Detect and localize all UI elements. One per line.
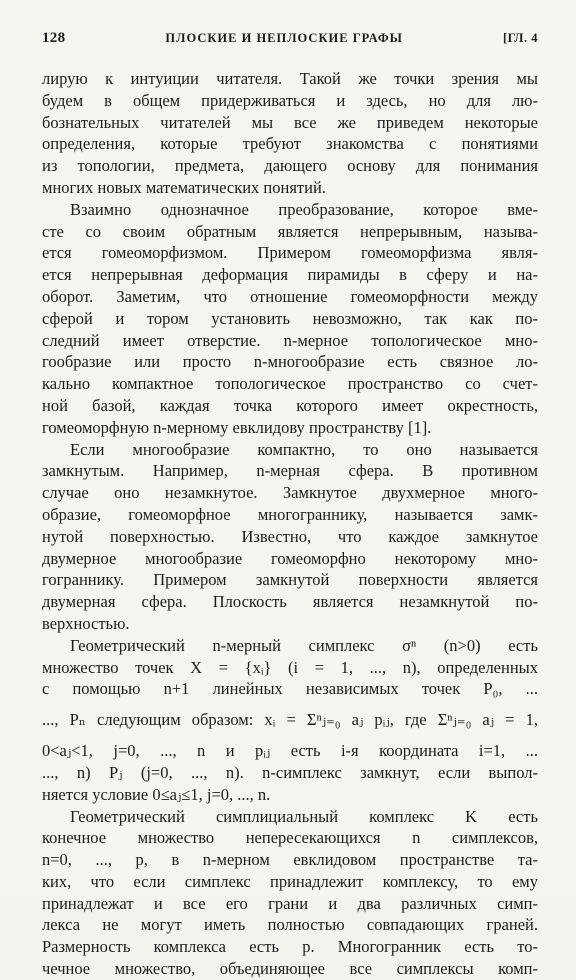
text-line: двумерная сфера. Плоскость является незамкнутой по- <box>42 592 538 612</box>
text-line: будем в общем придерживаться и здесь, но для лю- <box>42 90 538 110</box>
text-line: из топологии, предмета, дающего основу для понимания <box>42 156 538 176</box>
text-line: ной базой, каждая точка которого имеет окрестность, <box>42 395 538 415</box>
text-line: бознательных читателей мы все же приведем некоторые <box>42 112 538 132</box>
text-line: определения, которые требуют знакомства с понятиями <box>42 134 538 154</box>
text-line: гообразие или просто n-многообразие есть связное ло- <box>42 352 538 372</box>
text-line: лирую к интуиции читателя. Такой же точки зрения мы <box>42 69 538 88</box>
text-line: сферой и тором установить невозможно, так как по- <box>42 308 538 328</box>
text-line: верхностью. <box>42 613 130 633</box>
text-line: 0<aⱼ<1, j=0, ..., n и pᵢⱼ есть i-я координата i=1, ... <box>42 741 538 761</box>
text-line: гограннику. Примером замкнутой поверхности является <box>42 570 538 590</box>
text-line: оборот. Заметим, что отношение гомеоморфности между <box>42 286 538 306</box>
text-line: ется непрерывная деформация пирамиды в сферу и на- <box>42 265 538 285</box>
text-line: няется условие 0≤aⱼ≤1, j=0, ..., n. <box>42 784 271 804</box>
text-line: чечное множество, объединяющее все симплексы комп- <box>42 959 538 979</box>
text-line: ких, что если симплекс принадлежит комплексу, то ему <box>42 871 538 891</box>
text-line: ется гомеоморфизмом. Примером гомеоморфизма явля- <box>42 243 538 263</box>
text-line: случае оно незамкнутое. Замкнутое двухмерное много- <box>42 483 538 503</box>
text-line: конечное множество непересекающихся n симплексов, <box>42 828 538 848</box>
text-line: принадлежат и все его грани и два различных симп- <box>42 893 538 913</box>
text-line: образие, гомеоморфное многограннику, называется замк- <box>42 504 538 524</box>
text-line: нутой поверхностью. Известно, что каждое замкнутое <box>42 526 538 546</box>
text-line: Взаимно однозначное преобразование, которое вме- <box>70 199 538 219</box>
text-line: Размерность комплекса есть p. Многогранник есть то- <box>42 937 538 957</box>
text-line: с помощью n+1 линейных независимых точек P₀, ... <box>42 679 538 699</box>
text-line: лекса не могут иметь полностью совпадающих граней. <box>42 915 538 935</box>
text-line: Геометрический n-мерный симплекс σⁿ (n>0) есть <box>70 635 538 655</box>
text-line: n=0, ..., p, в n-мерном евклидовом пространстве та- <box>42 850 538 870</box>
text-line: кально компактное топологическое пространство со счет- <box>42 374 538 394</box>
text-line: Если многообразие компактно, то оно называется <box>70 439 538 459</box>
page-header <box>42 30 538 52</box>
text-line: двумерное многообразие гомеоморфно некоторому мно- <box>42 548 538 568</box>
body-text <box>42 68 538 980</box>
page-number: 128 <box>42 30 66 46</box>
formula-line: ..., Pₙ следующим образом: xᵢ = Σⁿⱼ₌₀ aⱼ pᵢⱼ, где Σⁿⱼ₌₀ aⱼ = 1, <box>42 710 538 730</box>
chapter-marker: [ГЛ. 4 <box>502 31 538 45</box>
text-line: гомеоморфную n-мерному евклидову пространству [1]. <box>42 417 432 437</box>
text-line: Геометрический симплициальный комплекс K есть <box>70 806 538 826</box>
text-line: ..., n) Pⱼ (j=0, ..., n). n-симплекс замкнут, если выпол- <box>42 762 538 782</box>
text-line: следний имеет отверстие. n-мерное топологическое мно- <box>42 330 538 350</box>
text-line: множество точек X = {xᵢ} (i = 1, ..., n), определенных <box>42 657 538 677</box>
text-line: многих новых математических понятий. <box>42 177 326 197</box>
text-line: сте со своим обратным является непрерывным, называ- <box>42 221 538 241</box>
text-line: замкнутым. Например, n-мерная сфера. В противном <box>42 461 538 481</box>
running-title: ПЛОСКИЕ И НЕПЛОСКИЕ ГРАФЫ <box>165 31 403 45</box>
